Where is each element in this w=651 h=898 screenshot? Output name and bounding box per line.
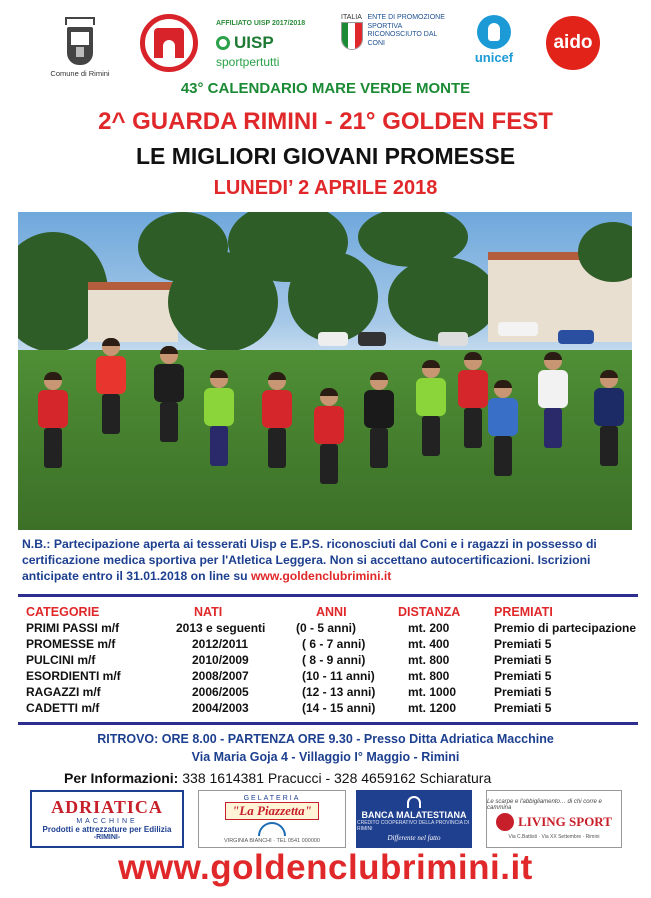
unicef-logo — [470, 12, 518, 68]
row-age: (14 - 15 anni) — [302, 701, 376, 715]
row-prize: Premiati 5 — [494, 653, 552, 667]
header-categorie: CATEGORIE — [26, 605, 100, 619]
banca-sub: CREDITO COOPERATIVO DELLA PROVINCIA DI RIMINI — [357, 820, 470, 832]
event-subtitle: LE MIGLIORI GIOVANI PROMESSE — [135, 143, 516, 169]
footer-website-link[interactable]: www.goldenclubrimini.it — [118, 848, 533, 887]
row-distance: mt. 400 — [408, 637, 450, 651]
adriatica-city: -RIMINI- — [93, 834, 121, 841]
row-category: CADETTI m/f — [26, 701, 100, 715]
row-born: 2008/2007 — [192, 669, 249, 683]
uisp-name — [216, 33, 274, 53]
categories-table — [26, 604, 638, 716]
row-category: PULCINI m/f — [26, 653, 96, 667]
row-distance: mt. 1200 — [408, 701, 457, 715]
living-address: Via C.Battisti · Via XX Settembre · Rimini — [508, 833, 600, 840]
divider-bottom — [18, 722, 638, 725]
globe-icon — [477, 15, 511, 49]
unicef-label: unicef — [474, 50, 514, 65]
table-row — [26, 700, 638, 716]
table-row — [26, 652, 638, 668]
row-age: (0 - 5 anni) — [296, 621, 357, 635]
event-title: 2^ GUARDA RIMINI - 21° GOLDEN FEST — [98, 108, 553, 135]
meeting-info-line2: Via Maria Goja 4 - Villaggio I° Maggio - Rimini — [191, 750, 460, 764]
table-row — [26, 636, 638, 652]
calendar-title: 43° CALENDARIO MARE VERDE MONTE — [180, 80, 471, 97]
adriatica-products: Prodotti e attrezzature per Edilizia — [42, 825, 172, 834]
aido-label: aido — [553, 32, 593, 53]
living-tagline: Le scarpe e l'abbigliamento… di chi corre e cammina — [487, 798, 602, 811]
banca-slogan: Differente nel fatto — [387, 834, 441, 842]
contact-numbers: 338 1614381 Pracucci - 328 4659162 Schiaratura — [182, 770, 492, 786]
participation-notice — [22, 536, 634, 584]
row-category: PROMESSE m/f — [26, 637, 116, 651]
table-header-row — [26, 604, 638, 620]
living-name: LIVING SPORT — [518, 813, 612, 829]
row-born: 2010/2009 — [192, 653, 249, 667]
piazzetta-type: GELATERIA — [243, 794, 301, 802]
divider-top — [18, 594, 638, 597]
header-nati: NATI — [194, 605, 223, 619]
figure-icon — [258, 822, 286, 836]
row-born: 2006/2005 — [192, 685, 249, 699]
row-age: (12 - 13 anni) — [302, 685, 376, 699]
notice-text: N.B.: Partecipazione aperta ai tesserati Uisp e E.P.S. riconosciuti dal Coni e i ragazzi in possesso di certificazione medica sportiva per l'Atletica Leggera. Non si accettano autocertificazioni. Iscrizioni anticipate entro il 31.01.2018 on line su — [22, 537, 597, 583]
adriatica-name: ADRIATICA — [51, 797, 163, 817]
coni-text: ENTE DI PROMOZIONE SPORTIVA RICONOSCIUTO DAL CONI — [367, 14, 445, 47]
event-date: LUNEDI’ 2 APRILE 2018 — [213, 177, 438, 199]
notice-website-link[interactable]: www.goldenclubrimini.it — [250, 569, 392, 583]
shield-icon — [67, 27, 93, 65]
comune-di-rimini-logo — [48, 12, 112, 82]
adriatica-sub: MACCHINE — [76, 818, 138, 825]
header-distanza: DISTANZA — [398, 605, 461, 619]
row-distance: mt. 800 — [408, 653, 450, 667]
row-category: ESORDIENTI m/f — [26, 669, 121, 683]
row-prize: Premio di partecipazione — [494, 621, 637, 635]
row-category: PRIMI PASSI m/f — [26, 621, 120, 635]
row-distance: mt. 800 — [408, 669, 450, 683]
header-anni: ANNI — [316, 605, 347, 619]
aido-logo — [546, 16, 600, 70]
row-age: ( 6 - 7 anni) — [302, 637, 366, 651]
uisp-mark-icon — [216, 36, 230, 50]
banca-name: BANCA MALATESTIANA — [361, 810, 467, 820]
rimini-logo-text: Comune di Rimini — [50, 68, 110, 78]
sponsor-living-sport[interactable] — [486, 790, 622, 848]
runner-icon — [496, 813, 514, 831]
piazzetta-details: VIRGINIA BIANCHI · TEL 0541 000000 — [224, 837, 320, 844]
row-born: 2004/2003 — [192, 701, 249, 715]
uisp-subtitle: sportpertutti — [216, 54, 280, 69]
row-prize: Premiati 5 — [494, 701, 552, 715]
meeting-info-line1: RITROVO: ORE 8.00 - PARTENZA ORE 9.30 - Presso Ditta Adriatica Macchine — [97, 732, 554, 746]
row-born: 2013 e seguenti — [176, 621, 266, 635]
piazzetta-name: "La Piazzetta" — [225, 802, 319, 820]
golden-club-logo — [140, 14, 198, 72]
coni-country: ITALIA — [341, 14, 362, 21]
row-age: ( 8 - 9 anni) — [302, 653, 366, 667]
table-row — [26, 620, 638, 636]
row-distance: mt. 200 — [408, 621, 450, 635]
race-start-photo — [18, 212, 632, 530]
uisp-affiliation: AFFILIATO UISP 2017/2018 — [216, 19, 306, 27]
sponsor-gelateria-piazzetta[interactable] — [198, 790, 346, 848]
crown-icon — [65, 17, 95, 25]
castle-icon — [154, 28, 184, 58]
sponsor-adriatica-macchine[interactable] — [30, 790, 184, 848]
bank-icon — [407, 796, 421, 808]
contact-info — [64, 770, 491, 786]
row-prize: Premiati 5 — [494, 637, 552, 651]
header-premiati: PREMIATI — [494, 605, 553, 619]
row-distance: mt. 1000 — [408, 685, 457, 699]
coni-logo — [340, 14, 450, 62]
row-category: RAGAZZI m/f — [26, 685, 101, 699]
table-row — [26, 668, 638, 684]
row-age: (10 - 11 anni) — [302, 669, 375, 683]
row-born: 2012/2011 — [192, 637, 249, 651]
uisp-logo — [216, 12, 316, 76]
italy-flag-icon — [341, 22, 363, 50]
row-prize: Premiati 5 — [494, 669, 552, 683]
sponsor-banca-malatestiana[interactable] — [356, 790, 472, 848]
table-row — [26, 684, 638, 700]
uisp-label: UISP — [234, 32, 274, 52]
row-prize: Premiati 5 — [494, 685, 552, 699]
contact-label: Per Informazioni: — [64, 770, 179, 786]
